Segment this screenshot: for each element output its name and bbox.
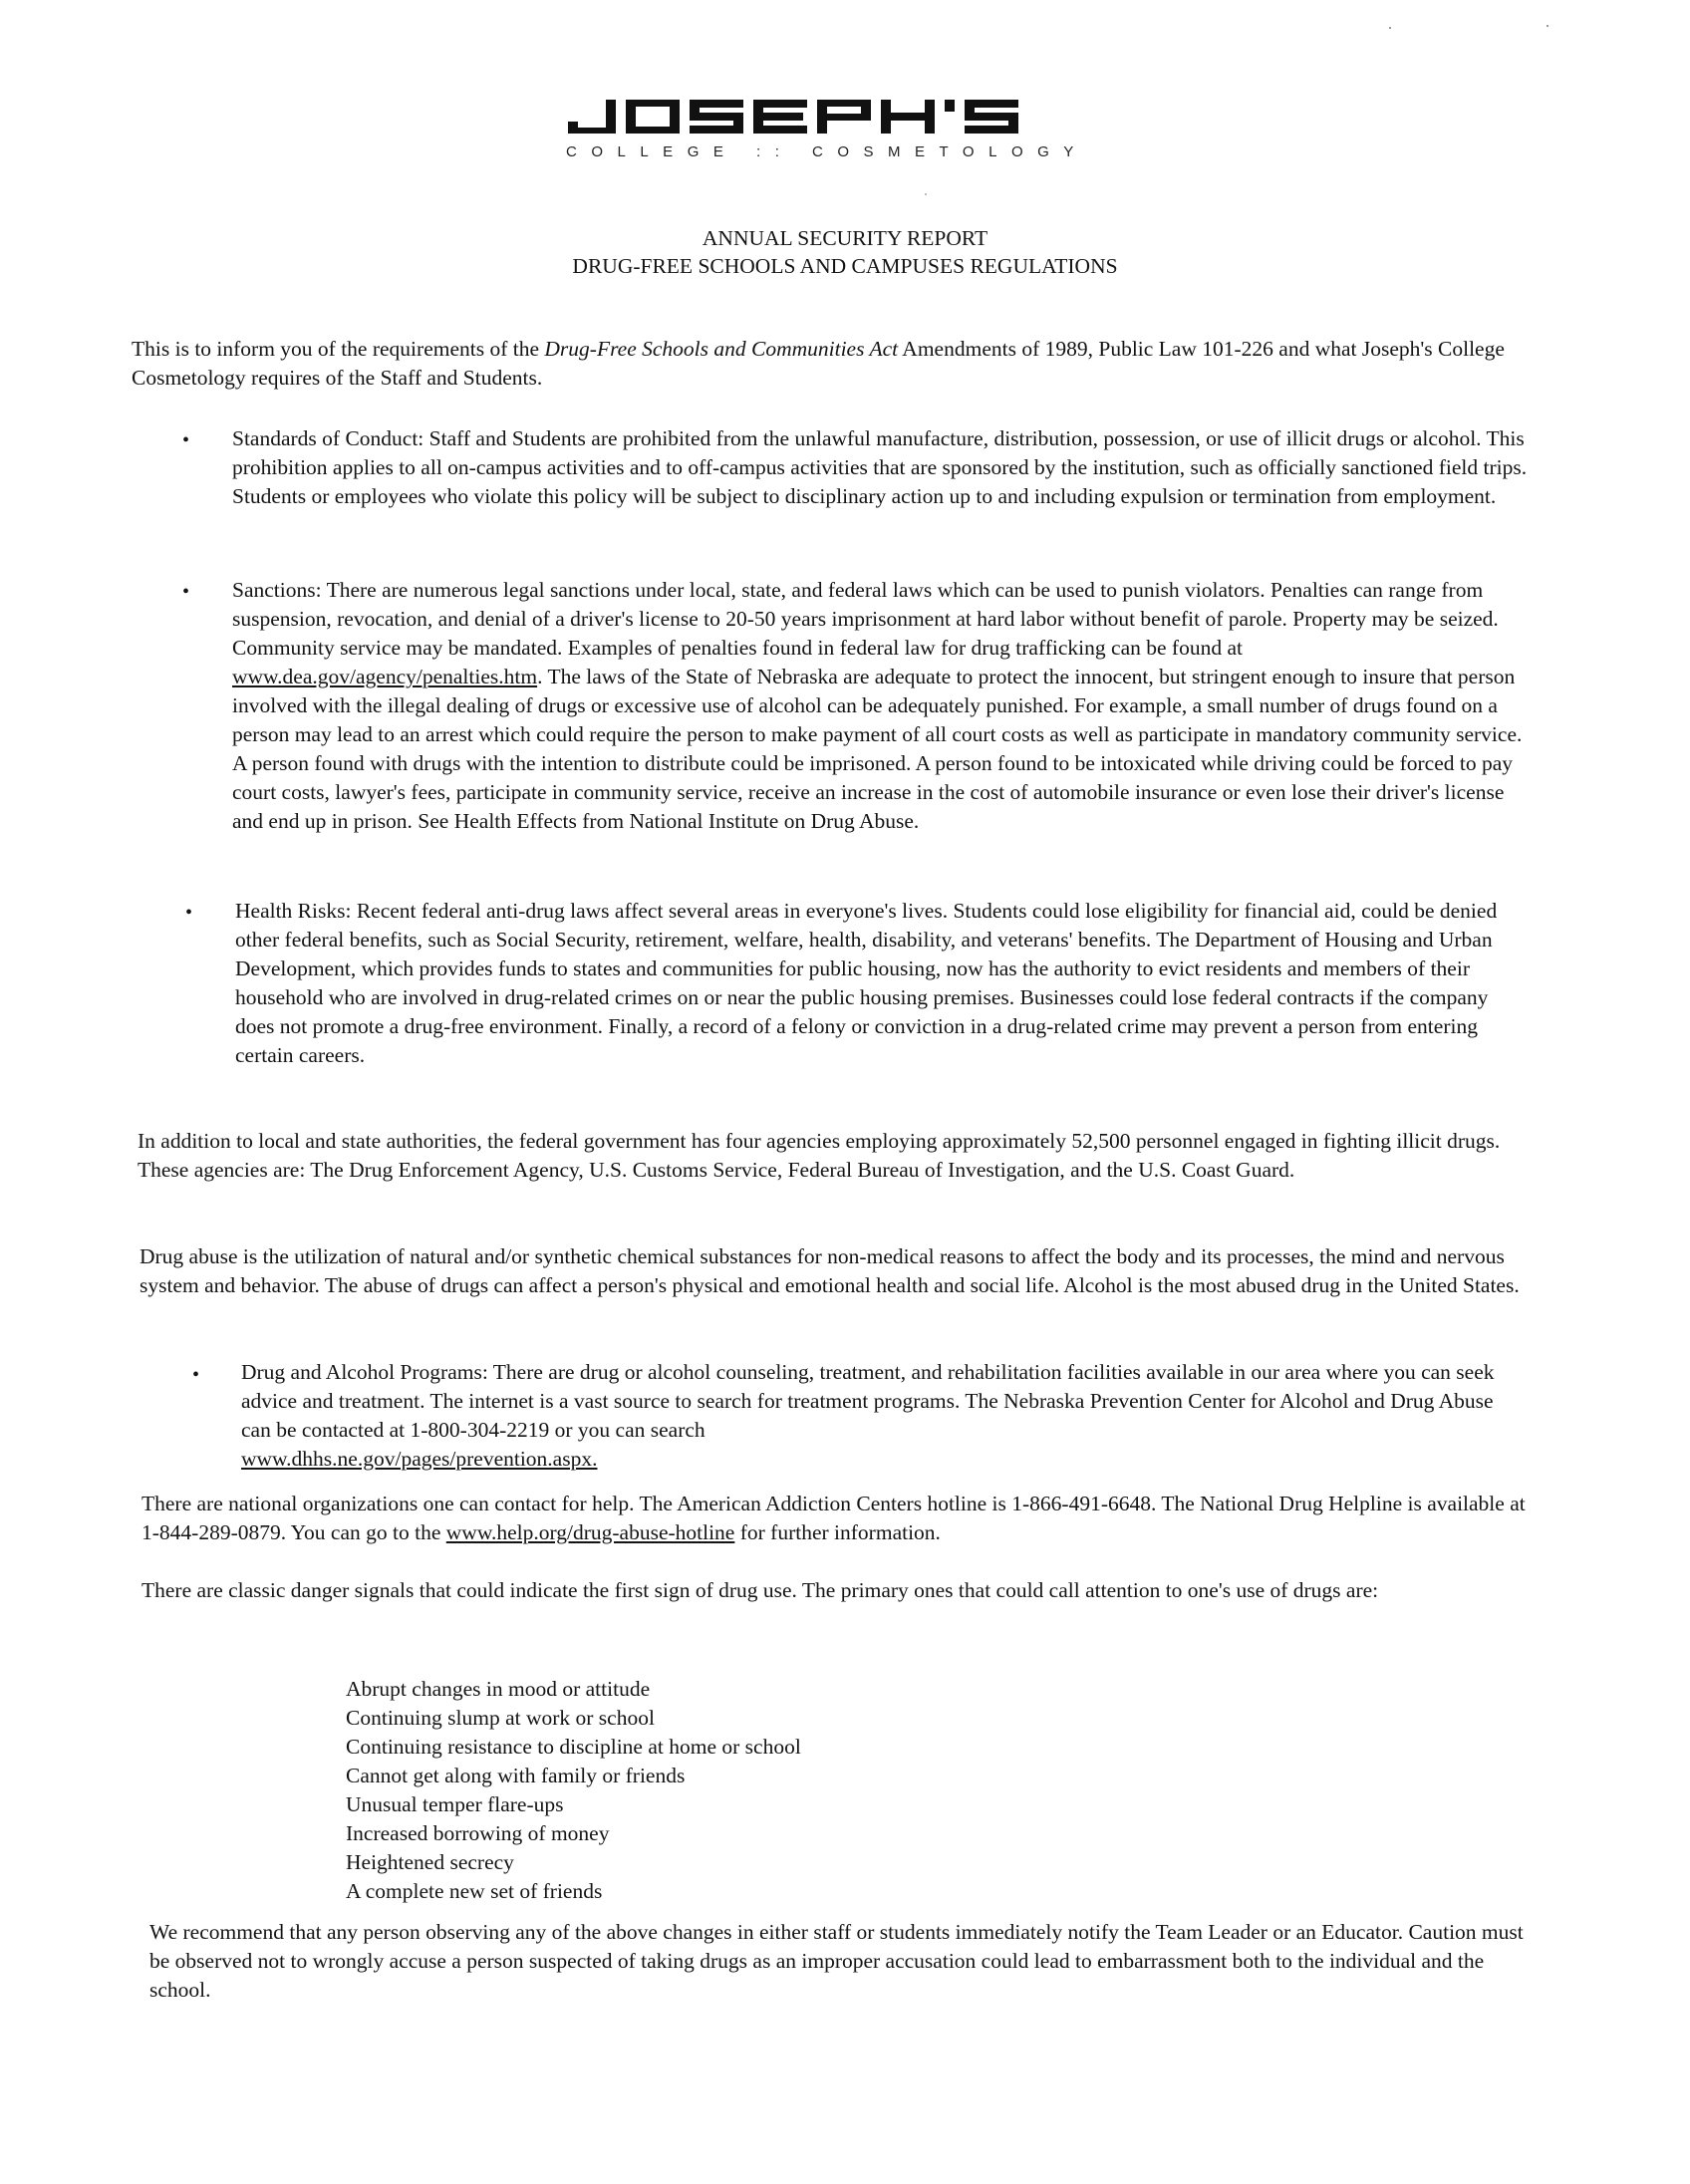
bullet-marker: • — [185, 902, 193, 924]
danger-signals-list — [346, 1675, 801, 1906]
dea-penalties-link[interactable]: www.dea.gov/agency/penalties.htm — [232, 665, 538, 688]
sanctions-text-2: . The laws of the State of Nebraska are adequate to protect the innocent, but stringent enough to insure that person involved with the illegal dealing of drugs or excessive use of alcohol can be adequately punished. For example, a small number of drugs found on a person may lead to an arrest which could require the person to make payment of all court costs as well as participate in mandatory community service. A person found with drugs with the intention to distribute could be imprisoned. A person found to be intoxicated while driving could be forced to pay court costs, lawyer's fees, participate in community service, receive an increase in the cost of automobile insurance or even lose their driver's license and end up in prison. See Health Effects from National Institute on Drug Abuse. — [232, 665, 1523, 833]
danger-signals-intro-text: There are classic danger signals that could indicate the first sign of drug use. The primary ones that could call attention to one's use of drugs are: — [141, 1578, 1379, 1602]
recommendation-paragraph — [149, 1918, 1530, 2005]
bullet-marker: • — [192, 1364, 200, 1386]
scan-speck — [1547, 25, 1549, 27]
bullet-marker: • — [182, 581, 190, 603]
list-item: Continuing resistance to discipline at home or school — [346, 1735, 801, 1759]
list-item: Continuing slump at work or school — [346, 1706, 655, 1730]
help-org-hotline-link[interactable]: www.help.org/drug-abuse-hotline — [445, 1520, 735, 1544]
national-text-1: There are national organizations one can contact for help. The American Addiction Centers hotline is 1-866-491-6648. The National Drug Helpline is available at 1-844-289-0879. You can go to the — [141, 1492, 1526, 1544]
report-title: ANNUAL SECURITY REPORT — [702, 226, 988, 250]
scan-speck — [1389, 27, 1391, 29]
bullet-standards-of-conduct — [232, 424, 1528, 511]
health-risks-text: Health Risks: Recent federal anti-drug laws affect several areas in everyone's lives. Students could lose eligibility for financial aid, could be denied other federal benefits, such as Social Security, retirement, welfare, health, disability, and veterans' benefits. The Department of Housing and Urban Development, which provides funds to states and communities for public housing, now has the authority to evict residents and members of their household who are involved in drug-related crimes on or near the public housing premises. Businesses could lose federal contracts if the company does not promote a drug-free environment. Finally, a record of a felony or conviction in a drug-related crime may prevent a person from entering certain careers. — [235, 899, 1498, 1067]
bullet-health-risks — [235, 897, 1527, 1070]
intro-paragraph — [132, 335, 1517, 393]
bullet-marker: • — [182, 429, 190, 451]
dhhs-prevention-link[interactable]: www.dhhs.ne.gov/pages/prevention.aspx. — [241, 1447, 598, 1471]
list-item: Cannot get along with family or friends — [346, 1764, 686, 1787]
programs-text: Drug and Alcohol Programs: There are drug or alcohol counseling, treatment, and rehabilitation facilities available in our area where you can seek advice and treatment. The internet is a vast source to search for treatment programs. The Nebraska Prevention Center for Alcohol and Drug Abuse can be contacted at 1-800-304-2219 or you can search — [241, 1360, 1495, 1442]
intro-text-after: Amendments of 1989, Public Law 101-226 and what Joseph's College Cosmetology requires of the Staff and Students. — [132, 337, 1505, 390]
sanctions-text-1: Sanctions: There are numerous legal sanctions under local, state, and federal laws which can be used to punish violators. Penalties can range from suspension, revocation, and denial of a driver's license to 20-50 years imprisonment at hard labor without benefit of parole. Property may be seized. Community service may be mandated. Examples of penalties found in federal law for drug trafficking can be found at — [232, 578, 1499, 660]
intro-text-before: This is to inform you of the requirements of the — [132, 337, 545, 361]
list-item: Increased borrowing of money — [346, 1821, 610, 1845]
agencies-text: In addition to local and state authorities, the federal government has four agencies employing approximately 52,500 personnel engaged in fighting illicit drugs. These agencies are: The Drug Enforcement Agency, U.S. Customs Service, Federal Bureau of Investigation, and the U.S. Coast Guard. — [138, 1129, 1501, 1182]
danger-signals-intro — [141, 1576, 1527, 1605]
agencies-paragraph — [138, 1127, 1523, 1185]
drug-abuse-paragraph — [140, 1242, 1525, 1300]
list-item: Unusual temper flare-ups — [346, 1792, 564, 1816]
scan-speck — [925, 193, 927, 195]
list-item: A complete new set of friends — [346, 1879, 603, 1903]
act-name: Drug-Free Schools and Communities Act — [544, 337, 899, 361]
logo-wordmark — [566, 96, 1064, 136]
recommendation-text: We recommend that any person observing any of the above changes in either staff or students immediately notify the Team Leader or an Educator. Caution must be observed not to wrongly accuse a person suspected of taking drugs as an improper accusation could lead to embarrassment both to the individual and the school. — [149, 1920, 1524, 2002]
logo-subtitle: COLLEGE :: COSMETOLOGY — [566, 143, 1088, 160]
list-item: Abrupt changes in mood or attitude — [346, 1677, 651, 1701]
drug-abuse-text: Drug abuse is the utilization of natural and/or synthetic chemical substances for non-medical reasons to affect the body and its processes, the mind and nervous system and behavior. The abuse of drugs can affect a person's physical and emotional health and social life. Alcohol is the most abused drug in the United States. — [140, 1244, 1520, 1297]
national-organizations-paragraph — [141, 1490, 1527, 1547]
bullet-sanctions — [232, 576, 1528, 836]
standards-text: Standards of Conduct: Staff and Students are prohibited from the unlawful manufacture, distribution, possession, or use of illicit drugs or alcohol. This prohibition applies to all on-campus activities and to off-campus activities that are sponsored by the institution, such as officially sanctioned field trips. Students or employees who violate this policy will be subject to disciplinary action up to and including expulsion or termination from employment. — [232, 426, 1528, 508]
report-subtitle: DRUG-FREE SCHOOLS AND CAMPUSES REGULATIONS — [572, 254, 1118, 278]
list-item: Heightened secrecy — [346, 1850, 514, 1874]
bullet-drug-alcohol-programs — [241, 1358, 1527, 1474]
school-logo — [566, 96, 1088, 175]
national-text-2: for further information. — [734, 1520, 941, 1544]
